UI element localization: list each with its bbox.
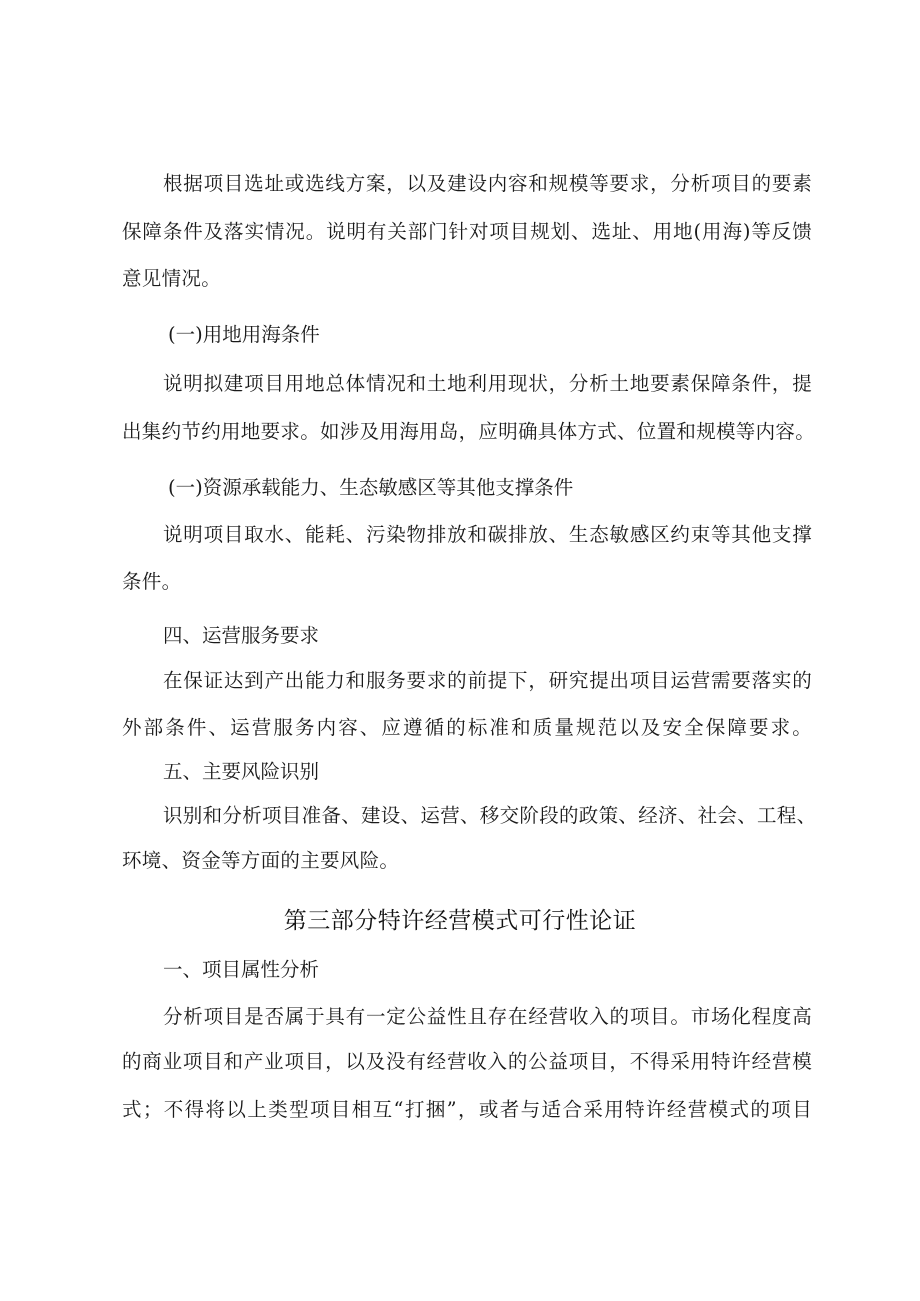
risks-line-2: 环境、资金等方面的主要风险。 (122, 849, 400, 872)
operations-line-2: 外部条件、运营服务内容、应遵循的标准和质量规范以及安全保障要求。 (122, 716, 812, 739)
part3-line-1: 分析项目是否属于具有一定公益性且存在经营收入的项目。市场化程度高 (163, 1005, 812, 1028)
resources-line-1: 说明项目取水、能耗、污染物排放和碳排放、生态敏感区约束等其他支撑 (163, 523, 812, 546)
resources-heading: (一)资源承载能力、生态敏感区等其他支撑条件 (168, 476, 574, 499)
land-line-2: 出集约节约用地要求。如涉及用海用岛，应明确具体方式、位置和规模等内容。 (122, 420, 816, 443)
resources-line-2: 条件。 (122, 570, 182, 593)
land-line-1: 说明拟建项目用地总体情况和土地利用现状，分析土地要素保障条件，提 (163, 372, 812, 395)
part3-line-2: 的商业项目和产业项目，以及没有经营收入的公益项目，不得采用特许经营模 (122, 1050, 812, 1073)
operations-line-1: 在保证达到产出能力和服务要求的前提下，研究提出项目运营需要落实的 (163, 669, 812, 692)
intro-line-2: 保障条件及落实情况。说明有关部门针对项目规划、选址、用地(用海)等反馈 (122, 220, 812, 243)
part-title: 第三部分特许经营模式可行性论证 (283, 908, 637, 934)
land-heading: (一)用地用海条件 (168, 323, 320, 346)
risks-heading: 五、主要风险识别 (163, 760, 320, 783)
part3-line-3: 式；不得将以上类型项目相互“打捆”，或者与适合采用特许经营模式的项目 (122, 1098, 812, 1121)
intro-line-1: 根据项目选址或选线方案，以及建设内容和规模等要求，分析项目的要素 (163, 172, 812, 195)
part3-heading: 一、项目属性分析 (163, 958, 320, 981)
operations-heading: 四、运营服务要求 (163, 624, 320, 647)
intro-line-3: 意见情况。 (122, 267, 222, 290)
risks-line-1: 识别和分析项目准备、建设、运营、移交阶段的政策、经济、社会、工程、 (163, 804, 817, 827)
